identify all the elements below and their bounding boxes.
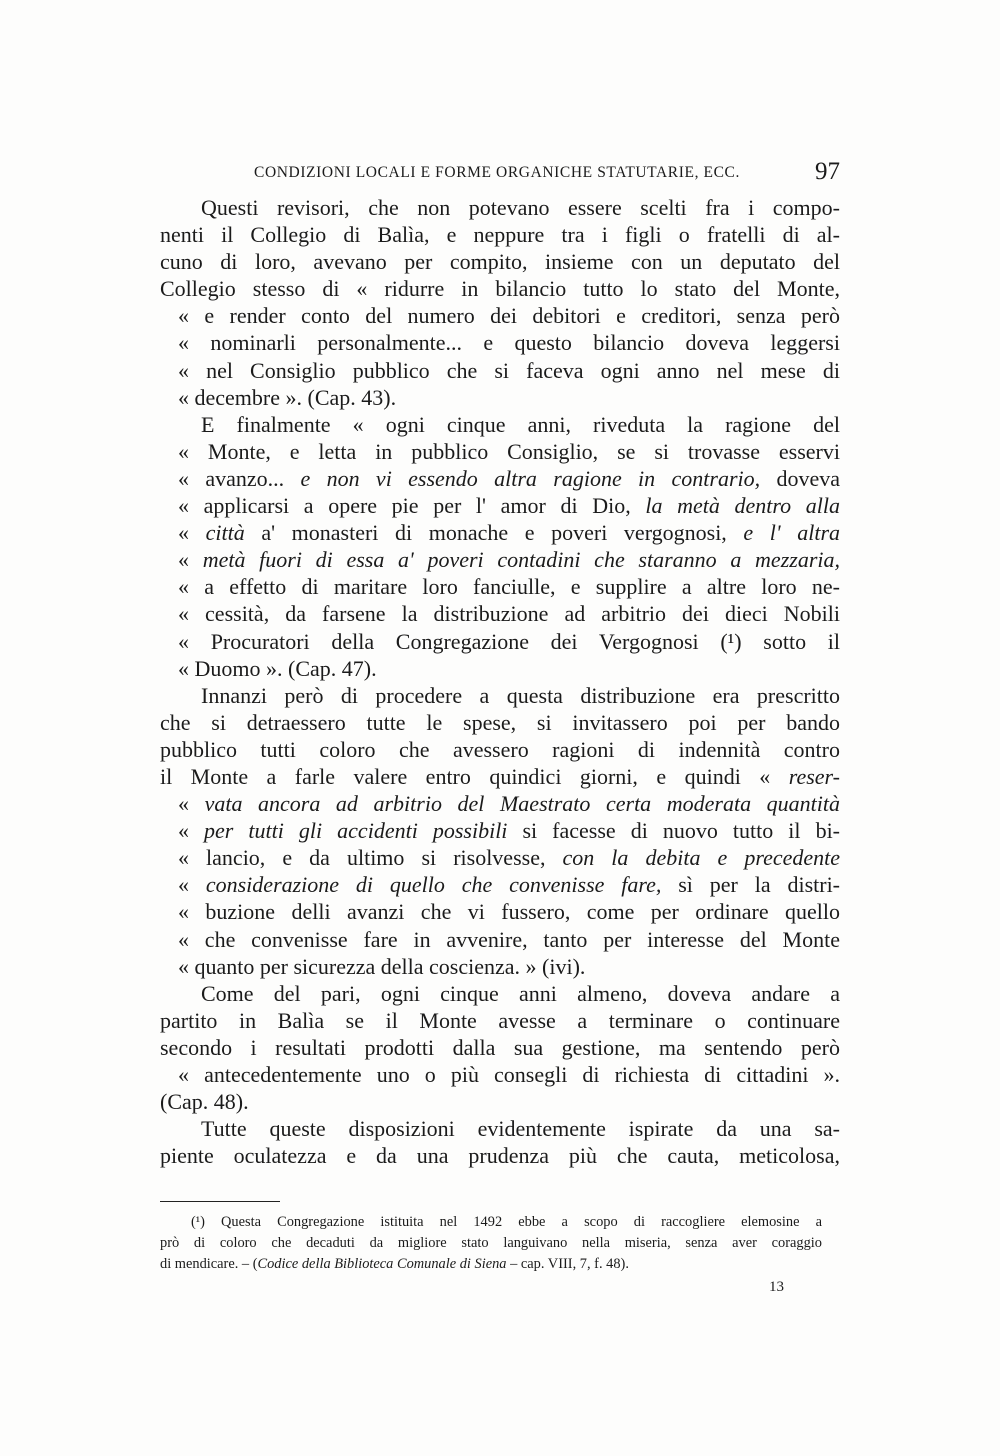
text-line: secondo i resultati prodotti dalla sua gestione, ma sentendo però xyxy=(160,1034,840,1060)
text-line: che si detraessero tutte le spese, si invitassero poi per bando xyxy=(160,709,840,735)
text-line: E finalmente « ogni cinque anni, riveduta la ragione del xyxy=(201,411,840,437)
text-line: « a effetto di maritare loro fanciulle, e supplire a altre loro ne- xyxy=(178,574,840,600)
text-line: « e render conto del numero dei debitori e creditori, senza però xyxy=(178,303,840,329)
text-line: « lancio, e da ultimo si risolvesse, con la debita e precedente xyxy=(178,845,840,871)
text-line: « che convenisse fare in avvenire, tanto per interesse del Monte xyxy=(178,926,840,952)
text-line: « considerazione di quello che convenisse fare, sì per la distri- xyxy=(178,872,841,898)
text-line: « buzione delli avanzi che vi fussero, come per ordinare quello xyxy=(178,899,840,925)
footnote xyxy=(160,1212,822,1275)
page-number: 97 xyxy=(815,158,840,185)
text-line: cuno di loro, avevano per compito, insieme con un deputato del xyxy=(160,249,840,275)
text-line: Innanzi però di procedere a questa distribuzione era prescritto xyxy=(201,682,840,708)
running-title: CONDIZIONI LOCALI E FORME ORGANICHE STATUTARIE, ECC. xyxy=(254,164,740,181)
text-line: « nel Consiglio pubblico che si faceva ogni anno nel mese di xyxy=(178,357,840,383)
text-line: « Duomo ». (Cap. 47). xyxy=(178,655,377,681)
text-line: « avanzo... e non vi essendo altra ragione in contrario, doveva xyxy=(178,465,840,491)
footnote-rule xyxy=(160,1201,280,1202)
body-text xyxy=(160,194,840,1169)
text-line: « città a' monasteri di monache e poveri vergognosi, e l' altra xyxy=(178,520,841,546)
running-head xyxy=(160,160,840,190)
text-line: Come del pari, ogni cinque anni almeno, doveva andare a xyxy=(201,980,840,1006)
text-line: « Monte, e letta in pubblico Consiglio, se si trovasse esservi xyxy=(178,438,840,464)
text-line: piente oculatezza e da una prudenza più che cauta, meticolosa, xyxy=(160,1143,840,1169)
text-line: Tutte queste disposizioni evidentemente ispirate da una sa- xyxy=(201,1116,840,1142)
text-line: pubblico tutti coloro che avessero ragioni di indennità contro xyxy=(160,736,840,762)
signature-mark: 13 xyxy=(769,1279,784,1295)
footnote-line: (¹) Questa Congregazione istituita nel 1492 ebbe a scopo di raccogliere elemosine a xyxy=(191,1214,822,1230)
text-line: « nominarli personalmente... e questo bilancio doveva leggersi xyxy=(178,330,840,356)
text-line: « Procuratori della Congregazione dei Vergognosi (¹) sotto il xyxy=(178,628,840,654)
text-line: « antecedentemente uno o più consegli di richiesta di cittadini ». xyxy=(178,1062,840,1087)
text-line: « decembre ». (Cap. 43). xyxy=(178,384,397,410)
text-line: « quanto per sicurezza della coscienza. » (ivi). xyxy=(178,953,586,979)
text-line: partito in Balìa se il Monte avesse a terminare o continuare xyxy=(160,1007,840,1033)
text-line: « vata ancora ad arbitrio del Maestrato certa moderata quantità xyxy=(178,791,840,817)
text-line: « applicarsi a opere pie per l' amor di Dio, la metà dentro alla xyxy=(178,493,840,519)
text-line: (Cap. 48). xyxy=(160,1089,249,1115)
footnote-line: di mendicare. – (Codice della Biblioteca Comunale di Siena – cap. VIII, 7, f. 48). xyxy=(160,1256,629,1272)
text-line: Collegio stesso di « ridurre in bilancio tutto lo stato del Monte, xyxy=(160,276,840,302)
text-line: « per tutti gli accidenti possibili si facesse di nuovo tutto il bi- xyxy=(178,818,841,844)
text-line: « metà fuori di essa a' poveri contadini che staranno a mezzaria, xyxy=(178,547,840,573)
text-line: « cessità, da farsene la distribuzione ad arbitrio dei dieci Nobili xyxy=(178,601,840,627)
footnote-line: prò di coloro che decaduti da migliore stato languivano nella miseria, senza aver coraggio xyxy=(160,1235,822,1251)
text-line: il Monte a farle valere entro quindici giorni, e quindi « reser- xyxy=(160,763,840,789)
text-line: Questi revisori, che non potevano essere scelti fra i compo- xyxy=(201,195,840,220)
text-line: nenti il Collegio di Balìa, e neppure tra i figli o fratelli di al- xyxy=(160,222,840,248)
